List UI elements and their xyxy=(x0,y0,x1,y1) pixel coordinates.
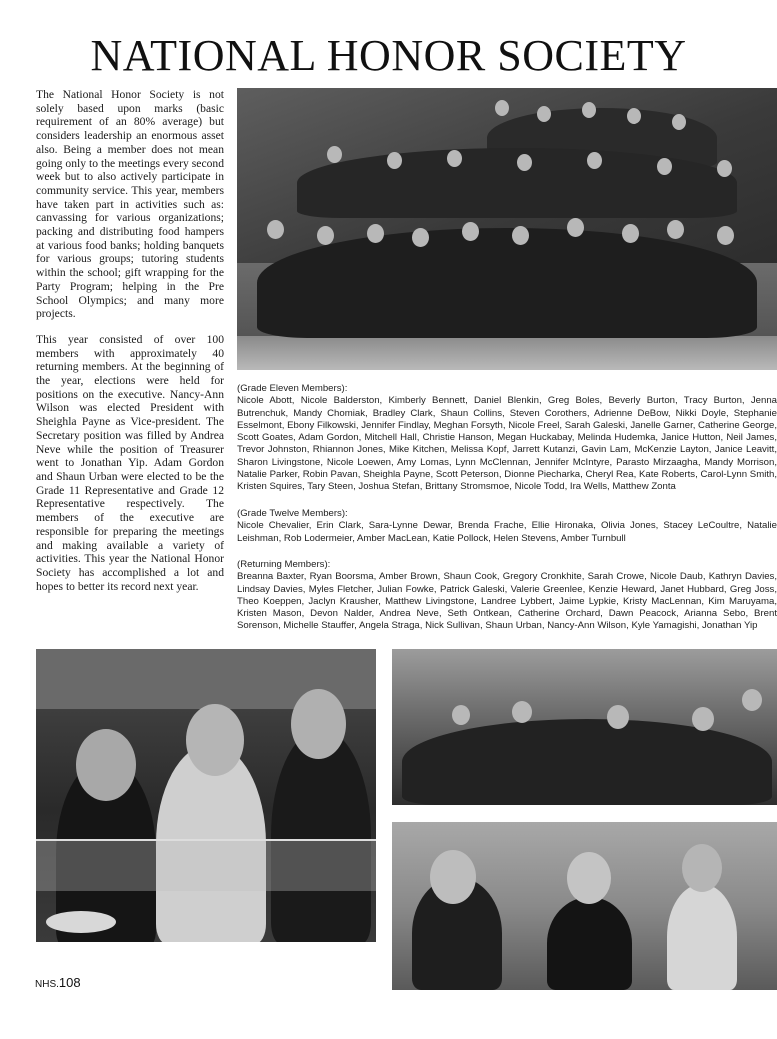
face xyxy=(672,114,686,130)
face xyxy=(657,158,672,175)
face xyxy=(692,707,714,731)
face xyxy=(667,220,684,239)
face xyxy=(430,850,476,904)
face xyxy=(447,150,462,167)
presentation-photo xyxy=(392,822,777,990)
face xyxy=(742,689,762,711)
group-photo xyxy=(237,88,777,370)
face xyxy=(291,689,346,759)
face xyxy=(76,729,136,801)
sneeze-guard xyxy=(36,839,376,891)
student-right xyxy=(271,729,371,942)
student-middle xyxy=(547,897,632,990)
face xyxy=(317,226,334,245)
grade-twelve-names: Nicole Chevalier, Erin Clark, Sara-Lynne Dewar, Brenda Frache, Ellie Hironaka, Olivia Jones, Stacey LeCoultre, Natalie Leishman, Rob Lodermeier, Amber MacLean, Katie Pollock, Helen Stevens, Amber Turnbull xyxy=(237,520,777,544)
face xyxy=(267,220,284,239)
face xyxy=(186,704,244,776)
folio-page: 108 xyxy=(58,975,81,990)
face xyxy=(587,152,602,169)
returning-members-header: (Returning Members): xyxy=(237,559,331,570)
grade-twelve-header: (Grade Twelve Members): xyxy=(237,508,348,519)
face xyxy=(367,224,384,243)
face xyxy=(582,102,596,118)
intro-text-column xyxy=(36,88,224,605)
face xyxy=(495,100,509,116)
face xyxy=(512,226,529,245)
page-title: NATIONAL HONOR SOCIETY xyxy=(90,31,687,80)
face xyxy=(462,222,479,241)
front-row-group xyxy=(257,228,757,338)
face xyxy=(512,701,532,723)
face xyxy=(412,228,429,247)
face xyxy=(327,146,342,163)
face xyxy=(567,852,611,904)
intro-paragraph-1: The National Honor Society is not solely based upon marks (basic requirement of an 80% average) but considers leadership an enormous asset also. Being a member does not mean going only to the meetings every second week but to also actively participate in community service. This year, members have taken part in activities such as: canvassing for various organizations; packing and distributing food hampers at various food banks; holding banquets for various groups; tutoring students within the school; gift wrapping for the Party Program; helping in the Pre School Olympics; and many more projects. xyxy=(36,88,224,321)
face xyxy=(717,226,734,245)
grade-eleven-names: Nicole Abott, Nicole Balderston, Kimberly Bennett, Daniel Blenkin, Greg Boles, Beverly Burton, Tracy Burton, Jenna Butrenchuk, Mandy Chomiak, Bradley Clark, Shaun Collins, Steven Corothers, Adrienne DeBow, Nikki Doyle, Stephanie Esselmont, Ebony Filkowski, Jennifer Findlay, Meghan Forsyth, Nicole Freel, Sarah Galeski, Janelle Garner, Catherine George, Scott Goates, Adam Gordon, Mitchell Hall, Christie Hanson, Megan Huckabay, Melinda Hudemka, Janice Hutton, Neil James, Trevor Johnston, Rhiannon Jones, Mike Kitchen, Melissa Kopf, Jarrett Kutanzi, Gavin Lam, McKenzie Layton, Janice Leavitt, Sharon Livingstone, Nicole Loewen, Amy Lomas, Lynn McClennan, Jennifer McIntyre, Parasto Mirzaagha, Mandy Morrison, Natalie Parker, Robin Pavan, Sheighla Payne, Scott Peterson, Dionne Piecharka, Cheryl Rea, Kate Roberts, Carol-Lynn Smith, Kristen Squires, Tary Steen, Joshua Stefan, Brittany Stromsmoe, Nicole Todd, Ira Wells, Matthew Zonta xyxy=(237,395,777,493)
returning-members-list xyxy=(237,559,777,633)
folio-prefix: NHS. xyxy=(35,979,59,990)
face xyxy=(567,218,584,237)
food-counter-photo xyxy=(36,649,376,942)
face xyxy=(717,160,732,177)
face xyxy=(517,154,532,171)
gym-floor xyxy=(237,336,777,370)
meeting-photo xyxy=(392,649,777,805)
face xyxy=(607,705,629,729)
returning-members-names: Breanna Baxter, Ryan Boorsma, Amber Brown, Shaun Cook, Gregory Cronkhite, Sarah Crowe, Nicole Daub, Kathryn Davies, Lindsay Davies, Myles Fletcher, Julian Fowke, Patrick Galeski, Valerie Greenlee, Kenzie Heward, Janet Hubbard, Greg Joss, Theo Koeppen, Jaclyn Krausher, Matthew Livingstone, Landree Lybbert, Jaime Lypkie, Kristy MacLennan, Kim Maruyama, Kristen Mason, Devon Nalder, Andrea Neve, Seth Ontkean, Catherine Orchard, Dawn Peacock, Arianna Sebo, Brent Sorenson, Michelle Stauffer, Angela Straga, Nick Sullivan, Shaun Urban, Nancy-Ann Wilson, Kyle Yamagishi, Jonathan Yip xyxy=(237,571,777,632)
seated-audience xyxy=(402,719,772,805)
face xyxy=(627,108,641,124)
face xyxy=(537,106,551,122)
grade-eleven-list xyxy=(237,383,777,494)
food-plate xyxy=(46,911,116,933)
face xyxy=(682,844,722,892)
intro-paragraph-2: This year consisted of over 100 members with approximately 40 returning members. At the beginning of the year, elections were held for positions on the executive. Nancy-Ann Wilson was elected President with Sheighla Payne as Vice-president. The Secretary position was filled by Andrea Neve while the position of Treasurer went to Jonathan Yip. Adam Gordon and Shaun Urban were elected to be the Grade 11 Representative and Grade 12 Representative respectively. The members of the executive are responsible for preparing the meetings and making available a variety of activities. This year the National Honor Society has accomplished a lot and hopes to better its record next year. xyxy=(36,332,224,593)
page-number xyxy=(35,975,81,990)
face xyxy=(387,152,402,169)
grade-eleven-header: (Grade Eleven Members): xyxy=(237,383,348,394)
face xyxy=(452,705,470,725)
grade-twelve-list xyxy=(237,508,777,545)
face xyxy=(622,224,639,243)
student-right xyxy=(667,884,737,990)
